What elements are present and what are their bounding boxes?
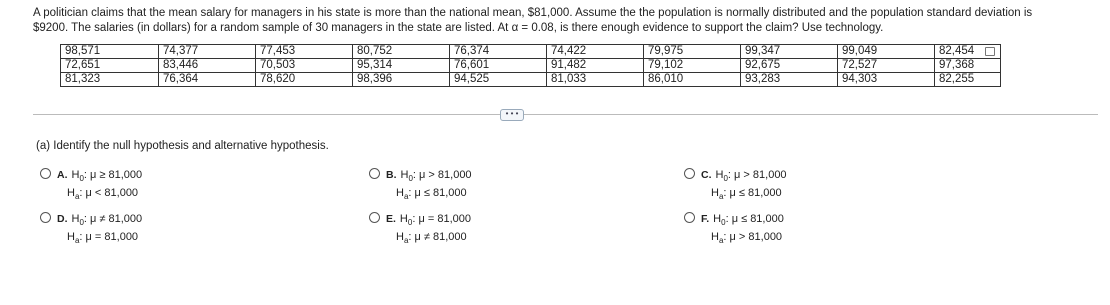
colon: :: [412, 169, 416, 181]
null-hypothesis: μ ≠ 81,000: [90, 213, 143, 225]
alternative-hypothesis: μ = 81,000: [85, 231, 139, 244]
colon: :: [727, 169, 731, 181]
radio-button[interactable]: [684, 168, 695, 179]
option-letter: A.: [57, 169, 68, 181]
null-hypothesis: μ > 81,000: [734, 169, 787, 181]
null-hypothesis: μ ≥ 81,000: [90, 169, 143, 181]
h0-sub: 0: [723, 174, 728, 184]
table-cell: 82,454: [935, 45, 1001, 59]
table-cell: 99,347: [741, 45, 838, 59]
table-cell: 94,525: [450, 73, 547, 87]
h0-label: H: [713, 213, 722, 225]
table-cell: 91,482: [547, 59, 644, 73]
table-row: [61, 45, 1001, 59]
h0-label: H: [399, 213, 408, 225]
h0-label: H: [715, 169, 724, 181]
option-c[interactable]: [684, 168, 787, 204]
null-hypothesis: μ = 81,000: [418, 213, 471, 225]
salary-table: [60, 44, 1001, 87]
table-cell: 98,571: [61, 45, 159, 59]
table-cell: 99,049: [838, 45, 935, 59]
alternative-hypothesis: μ ≤ 81,000: [729, 187, 782, 200]
table-cell: 82,255: [935, 73, 1001, 87]
colon: :: [79, 187, 83, 200]
h0-sub: 0: [721, 218, 726, 228]
alternative-hypothesis: μ ≤ 81,000: [414, 187, 467, 200]
table-cell: 72,651: [61, 59, 159, 73]
h0-label: H: [71, 213, 80, 225]
h0-sub: 0: [408, 174, 413, 184]
table-cell: 95,314: [353, 59, 450, 73]
ha-label: H: [67, 187, 75, 200]
option-d[interactable]: [40, 212, 142, 248]
option-letter: C.: [701, 169, 712, 181]
radio-button[interactable]: [684, 212, 695, 223]
radio-button[interactable]: [369, 212, 380, 223]
h0-sub: 0: [407, 218, 413, 228]
h0-sub: 0: [79, 218, 84, 228]
colon: :: [723, 231, 727, 244]
option-letter: B.: [386, 169, 397, 181]
table-cell: 76,601: [450, 59, 547, 73]
table-row: [61, 73, 1001, 87]
radio-button[interactable]: [40, 212, 51, 223]
option-e[interactable]: [369, 212, 471, 248]
ha-sub: a: [74, 192, 80, 202]
table-cell: 76,364: [159, 73, 256, 87]
option-letter: F.: [701, 213, 710, 225]
problem-statement: [33, 6, 1098, 36]
table-cell: 94,303: [838, 73, 935, 87]
alternative-hypothesis: μ < 81,000: [85, 187, 139, 200]
table-cell: 74,422: [547, 45, 644, 59]
table-cell: 72,527: [838, 59, 935, 73]
table-row: [61, 59, 1001, 73]
more-button[interactable]: • • •: [500, 109, 524, 121]
table-cell: 92,675: [741, 59, 838, 73]
h0-sub: 0: [79, 174, 84, 184]
ha-label: H: [396, 231, 404, 244]
copy-icon[interactable]: [985, 47, 995, 56]
colon: :: [412, 213, 416, 225]
option-f[interactable]: [684, 212, 784, 248]
colon: :: [408, 231, 412, 244]
option-a[interactable]: [40, 168, 142, 204]
ha-sub: a: [74, 236, 80, 246]
colon: :: [725, 213, 729, 225]
h0-label: H: [71, 169, 80, 181]
ha-label: H: [711, 231, 719, 244]
table-cell: 76,374: [450, 45, 547, 59]
radio-button[interactable]: [40, 168, 51, 179]
h0-label: H: [400, 169, 409, 181]
ha-label: H: [67, 231, 75, 244]
ha-sub: a: [403, 192, 409, 202]
question-a: (a) Identify the null hypothesis and alternative hypothesis.: [36, 140, 329, 152]
colon: :: [79, 231, 83, 244]
ha-sub: a: [718, 236, 724, 246]
table-cell: 86,010: [644, 73, 741, 87]
table-cell: 97,368: [935, 59, 1001, 73]
section-divider: [33, 114, 1098, 115]
radio-button[interactable]: [369, 168, 380, 179]
table-cell: 74,377: [159, 45, 256, 59]
alternative-hypothesis: μ ≠ 81,000: [414, 231, 467, 244]
table-cell: 79,975: [644, 45, 741, 59]
ha-sub: a: [718, 192, 724, 202]
table-cell: 79,102: [644, 59, 741, 73]
colon: :: [723, 187, 727, 200]
problem-line-2: $9200. The salaries (in dollars) for a random sample of 30 managers in the state are listed. At α = 0.08, is there enough evidence to support the claim? Use technology.: [33, 22, 884, 34]
null-hypothesis: μ ≤ 81,000: [731, 213, 784, 225]
table-cell: 80,752: [353, 45, 450, 59]
alternative-hypothesis: μ > 81,000: [729, 231, 783, 244]
colon: :: [408, 187, 412, 200]
table-cell: 83,446: [159, 59, 256, 73]
table-cell: 93,283: [741, 73, 838, 87]
table-cell: 70,503: [256, 59, 353, 73]
table-cell: 98,396: [353, 73, 450, 87]
colon: :: [83, 213, 87, 225]
ha-label: H: [711, 187, 719, 200]
problem-line-1: A politician claims that the mean salary for managers in his state is more than the national mean, $81,000. Assume the the population is normally distributed and the population standard deviation is: [33, 7, 1033, 19]
option-b[interactable]: [369, 168, 472, 204]
table-cell: 81,323: [61, 73, 159, 87]
ha-sub: a: [403, 236, 409, 246]
null-hypothesis: μ > 81,000: [419, 169, 472, 181]
colon: :: [83, 169, 87, 181]
option-letter: E.: [386, 213, 396, 225]
option-letter: D.: [57, 213, 68, 225]
table-cell: 81,033: [547, 73, 644, 87]
ha-label: H: [396, 187, 404, 200]
table-cell: 78,620: [256, 73, 353, 87]
table-cell: 77,453: [256, 45, 353, 59]
